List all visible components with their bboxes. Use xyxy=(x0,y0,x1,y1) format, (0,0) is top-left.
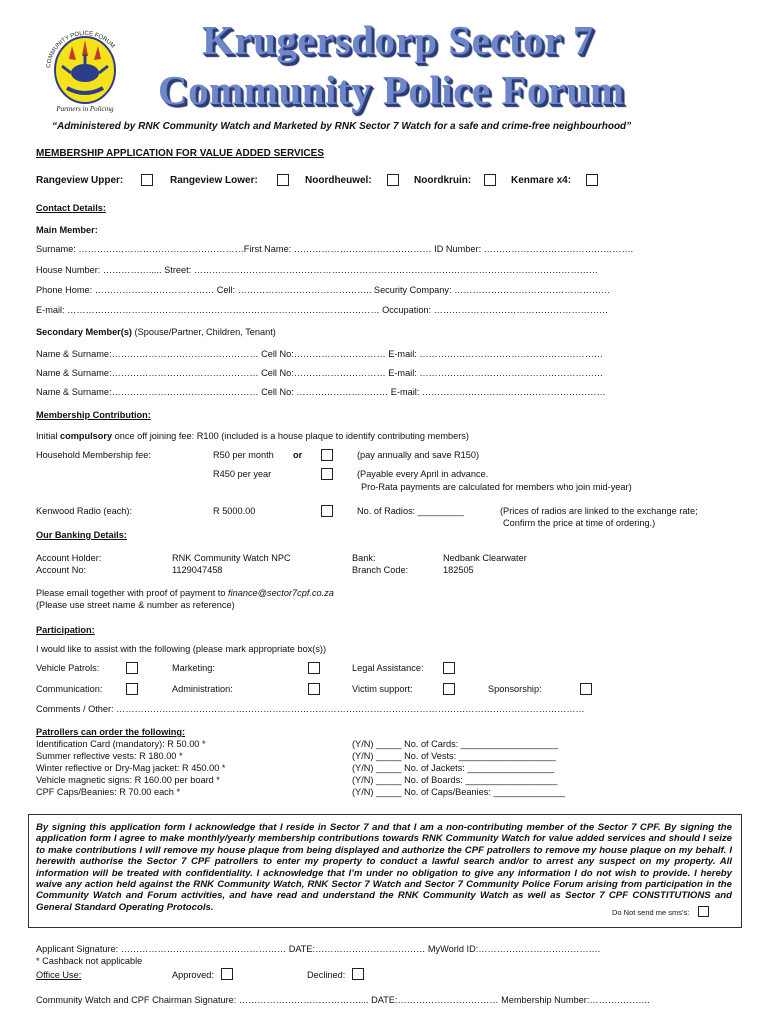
participation-intro: I would like to assist with the following (please mark appropriate box(s)) xyxy=(36,644,327,654)
administration-checkbox[interactable] xyxy=(308,683,320,695)
area-label-noordheuwel: Noordheuwel: xyxy=(305,175,372,186)
secondary-line-3[interactable]: Name & Surname:………………………………………… Cell No: ………………………… E-mail: …………………………………………………… xyxy=(36,387,606,397)
surname-line[interactable]: Surname: ………………………………………………First Name: ……………………………………… ID Number: …………………………………………. xyxy=(36,244,634,254)
declaration-text: By signing this application form I acknowledge that I reside in Sector 7 and that I am a non-contributing member of the Sector 7 CPF. By signing the application form I agree to make monthly/yearly membership contributions towards RNK Community Watch for value added services and should I seize to make contributions I will remove my house plaque from being displayed and authorize the CPF patrollers to remove my house plaque on my behalf. I herewith authorise the Sector 7 CPF patrollers to enter my property to conduct a lawful search and/or to arrest any suspect on my property. All information will be treated with confidentiality. I acknowledge that I’m under no obligation to give any information I do not wish to provide. I hereby waive any action held against the RNK Community Watch, RNK Sector 7 Watch and Sector 7 Community Police Forum arising from participation in the Community Watch and Forum activities, and have read and understand the RNK Community Watch as well as Sector 7 CPF CONSTITUTIONS and General Standard Operating Protocols. xyxy=(36,822,732,913)
sponsorship-label: Sponsorship: xyxy=(488,684,542,694)
legal-checkbox[interactable] xyxy=(443,662,455,674)
cashback-note: * Cashback not applicable xyxy=(36,956,143,966)
household-label: Household Membership fee: xyxy=(36,450,151,460)
secondary-line-2[interactable]: Name & Surname:………………………………………… Cell No:………………………… E-mail: …………………………………………………… xyxy=(36,368,604,378)
radio-note-1: (Prices of radios are linked to the exchange rate; xyxy=(500,506,698,516)
contribution-heading: Membership Contribution: xyxy=(36,410,151,420)
radio-label: Kenwood Radio (each): xyxy=(36,506,133,516)
finance-email-link[interactable]: finance@sector7cpf.co.za xyxy=(228,588,334,598)
area-label-noordkruin: Noordkruin: xyxy=(414,175,472,186)
logo-text-top: COMMUNITY POLICE FORUM xyxy=(46,30,116,69)
radio-count[interactable]: No. of Radios: _________ xyxy=(357,506,464,516)
patroller-order[interactable]: (Y/N) _____ No. of Vests: ___________________ xyxy=(352,751,556,761)
main-member-heading: Main Member: xyxy=(36,225,98,235)
no-sms-label: Do Not send me sms's: xyxy=(612,908,690,917)
secondary-line-1[interactable]: Name & Surname:………………………………………… Cell No:………………………… E-mail: …………………………………………………… xyxy=(36,349,604,359)
patroller-order[interactable]: (Y/N) _____ No. of Boards: __________________ xyxy=(352,775,558,785)
approved-checkbox[interactable] xyxy=(221,968,233,980)
title-line-2: Community Police Forum xyxy=(158,67,625,113)
banking-heading: Our Banking Details: xyxy=(36,530,127,540)
cpf-logo xyxy=(40,18,130,114)
monthly-fee: R50 per month xyxy=(213,450,274,460)
marketing-checkbox[interactable] xyxy=(308,662,320,674)
radio-checkbox[interactable] xyxy=(321,505,333,517)
patroller-item: Summer reflective vests: R 180.00 * xyxy=(36,751,183,761)
area-checkbox-kenmare[interactable] xyxy=(586,174,598,186)
vehicle-patrols-checkbox[interactable] xyxy=(126,662,138,674)
area-checkbox-noordkruin[interactable] xyxy=(484,174,496,186)
patroller-order[interactable]: (Y/N) _____ No. of Cards: ___________________ xyxy=(352,739,558,749)
office-use-label: Office Use: xyxy=(36,970,82,980)
legal-label: Legal Assistance: xyxy=(352,663,424,673)
victim-checkbox[interactable] xyxy=(443,683,455,695)
email-line[interactable]: E-mail: ………………………………………………………………………………………… Occupation: ………………………………………………… xyxy=(36,305,609,315)
initial-fee: Initial compulsory once off joining fee: R100 (included is a house plaque to identify contributing members) xyxy=(36,431,469,441)
patroller-item: Identification Card (mandatory): R 50.00 * xyxy=(36,739,206,749)
vehicle-patrols-label: Vehicle Patrols: xyxy=(36,663,100,673)
branch-label: Branch Code: xyxy=(352,565,409,575)
comments-line[interactable]: Comments / Other: ……………………………………………………………………………………………………………………………………… xyxy=(36,704,585,714)
yearly-note-2: Pro-Rata payments are calculated for members who join mid-year) xyxy=(361,482,632,492)
branch-value: 182505 xyxy=(443,565,474,575)
patroller-item: Winter reflective or Dry-Mag jacket: R 450.00 * xyxy=(36,763,226,773)
email-reference-note: (Please use street name & number as reference) xyxy=(36,600,235,610)
patroller-order[interactable]: (Y/N) _____ No. of Jackets: _________________ xyxy=(352,763,555,773)
bank-label: Bank: xyxy=(352,553,376,563)
tagline: “Administered by RNK Community Watch and Marketed by RNK Sector 7 Watch for a safe and crime-free neighbourhood” xyxy=(52,121,632,132)
area-checkbox-noordheuwel[interactable] xyxy=(387,174,399,186)
area-label-rangeview-upper: Rangeview Upper: xyxy=(36,175,124,186)
applicant-signature-line[interactable]: Applicant Signature: ……………………………………………… DATE:……………………………… MyWorld ID:…………………………………. xyxy=(36,944,601,954)
email-instruction: Please email together with proof of payment to finance@sector7cpf.co.za xyxy=(36,588,334,598)
area-label-kenmare: Kenmare x4: xyxy=(511,175,572,186)
sponsorship-checkbox[interactable] xyxy=(580,683,592,695)
communication-label: Communication: xyxy=(36,684,103,694)
radio-note-2: Confirm the price at time of ordering.) xyxy=(503,518,656,528)
approved-label: Approved: xyxy=(172,970,214,980)
account-no-value: 1129047458 xyxy=(172,565,223,575)
title-line-1: Krugersdorp Sector 7 xyxy=(202,17,594,63)
monthly-note: (pay annually and save R150) xyxy=(357,450,480,460)
yearly-note-1: (Payable every April in advance. xyxy=(357,469,489,479)
declined-checkbox[interactable] xyxy=(352,968,364,980)
administration-label: Administration: xyxy=(172,684,233,694)
yearly-fee: R450 per year xyxy=(213,469,272,479)
patroller-item: CPF Caps/Beanies: R 70.00 each * xyxy=(36,787,181,797)
patroller-item: Vehicle magnetic signs: R 160.00 per board * xyxy=(36,775,220,785)
contact-heading: Contact Details: xyxy=(36,203,106,213)
form-title: MEMBERSHIP APPLICATION FOR VALUE ADDED SERVICES xyxy=(36,148,324,159)
marketing-label: Marketing: xyxy=(172,663,215,673)
account-holder-value: RNK Community Watch NPC xyxy=(172,553,291,563)
participation-heading: Participation: xyxy=(36,625,95,635)
area-label-rangeview-lower: Rangeview Lower: xyxy=(170,175,258,186)
no-sms-checkbox[interactable] xyxy=(698,906,709,917)
account-no-label: Account No: xyxy=(36,565,87,575)
yearly-checkbox[interactable] xyxy=(321,468,333,480)
secondary-heading: Secondary Member(s) (Spouse/Partner, Children, Tenant) xyxy=(36,327,276,337)
account-holder-label: Account Holder: xyxy=(36,553,102,563)
communication-checkbox[interactable] xyxy=(126,683,138,695)
house-line[interactable]: House Number: ……………..... Street: …………………………………………………………………………………………………………………… xyxy=(36,265,599,275)
patroller-order[interactable]: (Y/N) _____ No. of Caps/Beanies: ______________ xyxy=(352,787,565,797)
phone-line[interactable]: Phone Home: ………………………………… Cell: …………………………………….. Security Company: …………………………………………… xyxy=(36,285,611,295)
patrollers-heading: Patrollers can order the following: xyxy=(36,727,186,737)
declined-label: Declined: xyxy=(307,970,346,980)
bank-value: Nedbank Clearwater xyxy=(443,553,527,563)
area-checkbox-rangeview-lower[interactable] xyxy=(277,174,289,186)
logo-text-bottom: Partners in Policing xyxy=(56,105,114,113)
victim-label: Victim support: xyxy=(352,684,413,694)
or-label: or xyxy=(293,450,303,460)
radio-price: R 5000.00 xyxy=(213,506,256,516)
monthly-checkbox[interactable] xyxy=(321,449,333,461)
chairman-signature-line[interactable]: Community Watch and CPF Chairman Signature: ………………………………….... DATE:…………………………… Membership Number:……………….. xyxy=(36,995,650,1005)
area-checkbox-rangeview-upper[interactable] xyxy=(141,174,153,186)
